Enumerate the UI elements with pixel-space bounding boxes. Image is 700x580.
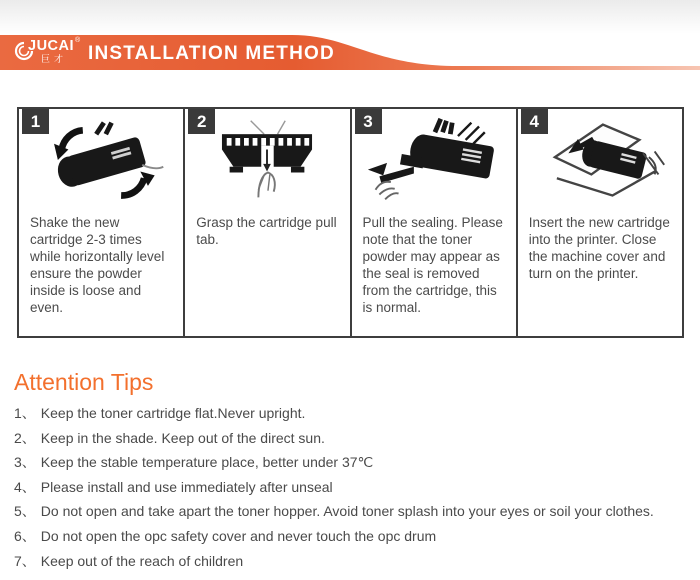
tip-number: 2、 <box>14 429 36 446</box>
step-2-description: Grasp the cartridge pull tab. <box>196 215 337 247</box>
tip-text: Do not open the opc safety cover and never touch the opc drum <box>40 527 437 544</box>
tip-number: 6、 <box>14 527 36 544</box>
tip-item-7 <box>14 549 690 574</box>
tip-item-2 <box>14 426 690 451</box>
page-top-gradient <box>0 0 700 34</box>
tip-text: Keep the stable temperature place, better under 37℃ <box>40 454 374 471</box>
tip-item-4 <box>14 475 690 500</box>
tip-number: 3、 <box>14 454 36 471</box>
tip-text: Keep the toner cartridge flat.Never upright. <box>40 405 306 421</box>
step-1-description: Shake the new cartridge 2-3 times while horizontally level ensure the powder inside is loose and even. <box>30 215 165 315</box>
tip-number: 5、 <box>14 503 36 520</box>
step-1-number-badge: 1 <box>22 109 49 134</box>
tip-text: Please install and use immediately after unseal <box>40 478 333 495</box>
tip-number: 4、 <box>14 478 36 495</box>
step-3-number-badge: 3 <box>355 109 382 134</box>
step-4-number-badge: 4 <box>521 109 548 134</box>
step-2-number-badge: 2 <box>188 109 215 134</box>
tip-text: Keep out of the reach of children <box>40 552 244 569</box>
tip-item-5 <box>14 499 690 524</box>
attention-tips-heading: Attention Tips <box>14 369 154 395</box>
brand-name: JUCAI <box>28 38 75 54</box>
step-4-cell <box>518 109 682 336</box>
step-4-description: Insert the new cartridge into the printer. Close the machine cover and turn on the printer. <box>528 215 670 281</box>
tip-text: Keep in the shade. Keep out of the direct sun. <box>40 429 325 446</box>
step-2-cell <box>185 109 351 336</box>
registered-trademark-icon: ® <box>75 37 81 44</box>
brand-logo <box>13 39 80 64</box>
brand-name-chinese: 巨才 <box>41 53 68 64</box>
tip-text: Do not open and take apart the toner hopper. Avoid toner splash into your eyes or soil your clothes. <box>40 503 654 520</box>
step-3-cell <box>352 109 518 336</box>
tip-number: 1、 <box>14 405 36 421</box>
page-title: INSTALLATION METHOD <box>88 43 335 64</box>
installation-steps-panel <box>17 107 684 338</box>
step-3-description: Pull the sealing. Please note that the toner powder may appear as the seal is removed from the cartridge, this is normal. <box>362 215 503 315</box>
step-1-cell <box>19 109 185 336</box>
attention-tips-list <box>14 401 690 573</box>
tip-item-1 <box>14 401 690 426</box>
tip-item-3 <box>14 450 690 475</box>
tip-number: 7、 <box>14 552 36 569</box>
tip-item-6 <box>14 524 690 549</box>
